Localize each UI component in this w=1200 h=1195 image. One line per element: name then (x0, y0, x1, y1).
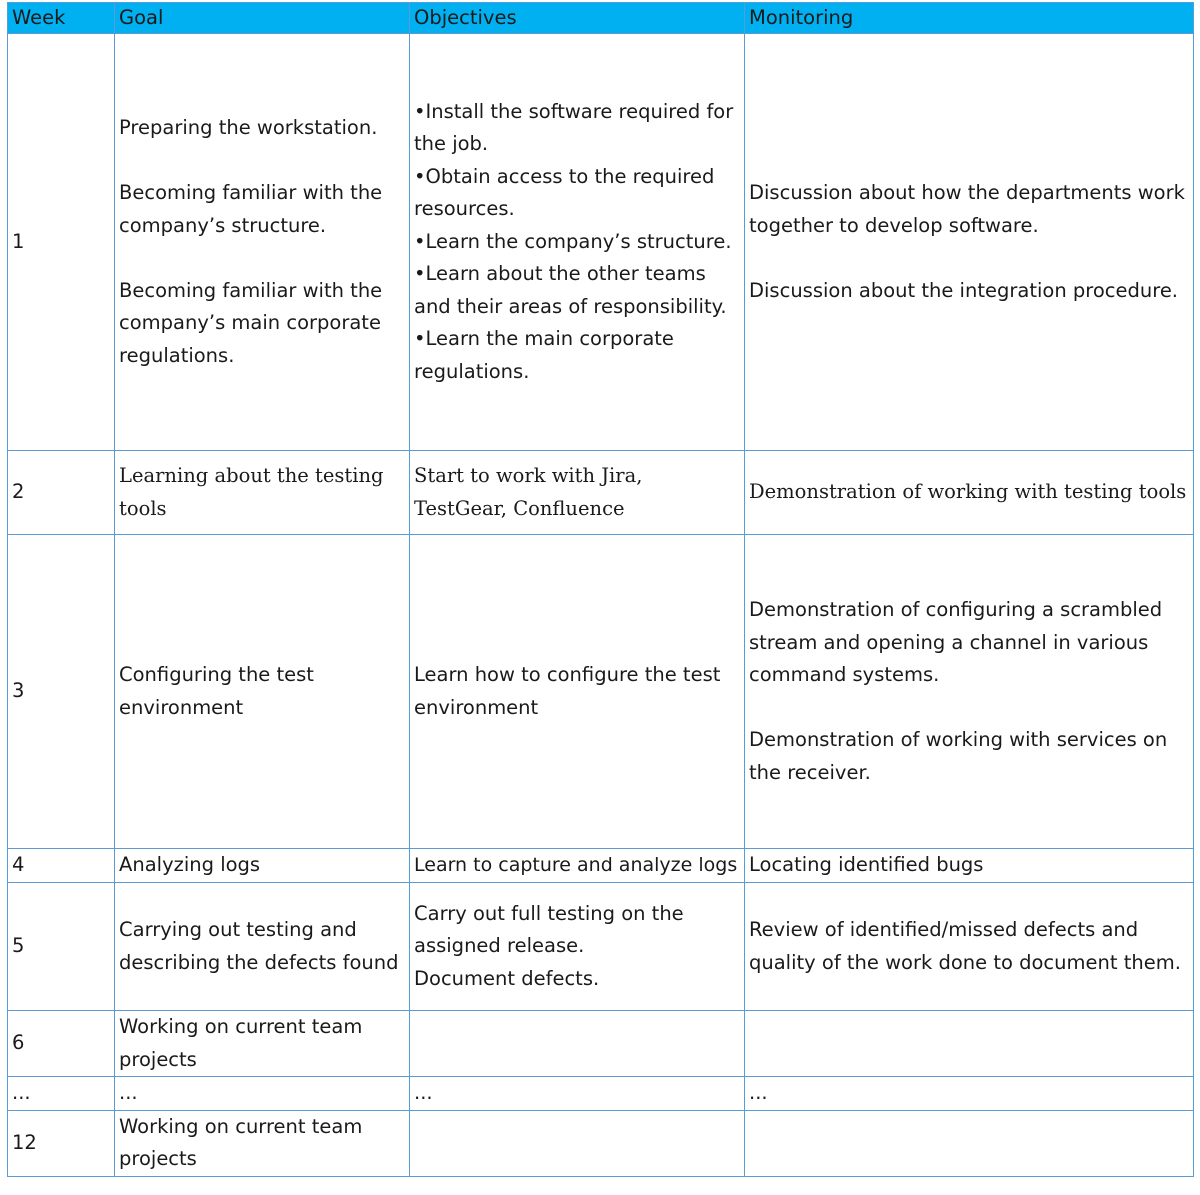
table-row (8, 34, 1194, 451)
header-week: Week (8, 3, 115, 34)
header-objectives: Objectives (410, 3, 745, 34)
monitoring-text: Discussion about how the departments work together to develop software. (749, 181, 1185, 237)
objectives-cell (410, 1011, 745, 1077)
objectives-cell (410, 1110, 745, 1176)
monitoring-cell: Demonstration of working with testing tools (745, 451, 1194, 535)
goal-text: Becoming familiar with the company’s structure. (119, 181, 383, 237)
objective-item: •Learn the main corporate regulations. (414, 327, 674, 383)
goal-cell: Learning about the testing tools (115, 451, 410, 535)
training-plan-table (7, 2, 1194, 1177)
week-cell: 5 (8, 883, 115, 1011)
goal-cell: Carrying out testing and describing the defects found (115, 883, 410, 1011)
header-monitoring: Monitoring (745, 3, 1194, 34)
table-row (8, 1110, 1194, 1176)
week-cell: 1 (8, 34, 115, 451)
goal-cell: Configuring the test environment (115, 535, 410, 849)
goal-cell: Working on current team projects (115, 1011, 410, 1077)
goal-cell: ... (115, 1077, 410, 1111)
goal-text: Becoming familiar with the company’s main corporate regulations. (119, 278, 383, 367)
monitoring-cell (745, 1011, 1194, 1077)
goal-cell (115, 34, 410, 451)
table-row (8, 883, 1194, 1011)
objective-item: •Learn about the other teams and their areas of responsibility. (414, 262, 727, 318)
table-row (8, 1011, 1194, 1077)
week-cell: 2 (8, 451, 115, 535)
monitoring-cell: Locating identified bugs (745, 849, 1194, 883)
week-cell: ... (8, 1077, 115, 1111)
monitoring-text: Demonstration of working with services on the receiver. (749, 728, 1168, 784)
monitoring-cell (745, 1110, 1194, 1176)
objectives-cell (410, 34, 745, 451)
goal-cell: Analyzing logs (115, 849, 410, 883)
objectives-cell: Start to work with Jira, TestGear, Confluence (410, 451, 745, 535)
monitoring-text: Demonstration of configuring a scrambled stream and opening a channel in various command systems. (749, 598, 1163, 686)
objective-item: Carry out full testing on the assigned release. (414, 901, 684, 958)
header-goal: Goal (115, 3, 410, 34)
monitoring-text: Discussion about the integration procedure. (749, 278, 1179, 302)
table-row (8, 1077, 1194, 1111)
objective-item: •Learn the company’s structure. (414, 229, 732, 253)
week-cell: 4 (8, 849, 115, 883)
objective-item: •Install the software required for the job. (414, 99, 734, 156)
monitoring-cell: Review of identified/missed defects and quality of the work done to document them. (745, 883, 1194, 1011)
monitoring-cell: ... (745, 1077, 1194, 1111)
table-row (8, 535, 1194, 849)
goal-cell: Working on current team projects (115, 1110, 410, 1176)
objectives-cell (410, 883, 745, 1011)
table-row (8, 849, 1194, 883)
objectives-cell: Learn how to configure the test environment (410, 535, 745, 849)
monitoring-cell (745, 34, 1194, 451)
objective-item: •Obtain access to the required resources. (414, 164, 715, 221)
week-cell: 6 (8, 1011, 115, 1077)
objectives-cell: ... (410, 1077, 745, 1111)
monitoring-cell (745, 535, 1194, 849)
objectives-cell: Learn to capture and analyze logs (410, 849, 745, 883)
header-row (8, 3, 1194, 34)
table-row (8, 451, 1194, 535)
week-cell: 3 (8, 535, 115, 849)
week-cell: 12 (8, 1110, 115, 1176)
objective-item: Document defects. (414, 966, 600, 990)
goal-text: Preparing the workstation. (119, 116, 378, 139)
